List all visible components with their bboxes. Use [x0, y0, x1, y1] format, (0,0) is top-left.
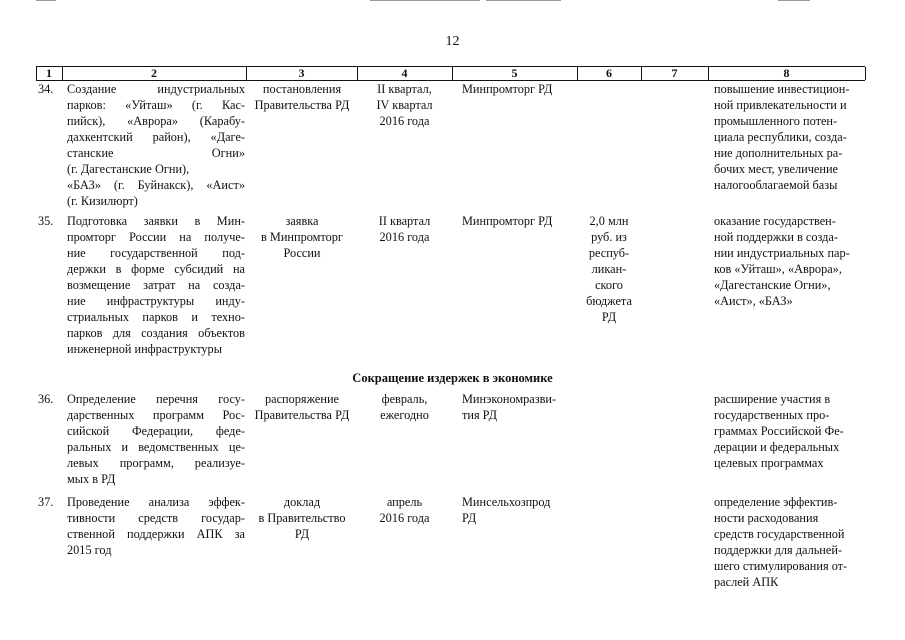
text-line: станские Огни» — [67, 146, 245, 160]
text-line: промышленного потен- — [714, 114, 838, 128]
text-line: 2015 год — [67, 543, 112, 557]
text-line: повышение инвестицион- — [714, 82, 850, 96]
text-line: «Дагестанские Огни», — [714, 278, 831, 292]
text-line: Минэкономразви- — [462, 392, 557, 406]
text-line: (г. Кизилюрт) — [67, 194, 138, 208]
text-line: держки в форме субсидий на — [67, 262, 245, 276]
text-line: Правительства РД — [254, 98, 350, 112]
text-line: циала республики, созда- — [714, 130, 847, 144]
column-header: 4 — [401, 66, 408, 80]
text-line: парков для создания объектов — [67, 326, 245, 340]
page-number: 12 — [445, 34, 460, 49]
text-line: Минпромторг РД — [462, 214, 553, 228]
text-line: тивности средств государ- — [67, 511, 245, 525]
scan-artifact-line — [486, 0, 561, 1]
text-line: ликан- — [591, 262, 627, 276]
text-line: (г. Дагестанские Огни), — [67, 162, 190, 176]
text-line: апрель — [386, 495, 423, 509]
text-line: пийск), «Аврора» (Карабу- — [67, 114, 245, 128]
text-line: в Правительство — [258, 511, 346, 525]
text-line: 2,0 млн — [589, 214, 629, 228]
column-header: 6 — [606, 66, 612, 80]
text-line: респуб- — [588, 246, 630, 260]
text-line: России — [283, 246, 321, 260]
text-line: средств государственной — [714, 527, 845, 541]
text-line: ственной поддержки АПК за — [67, 527, 245, 541]
result-text — [714, 494, 864, 590]
text-line: РД — [601, 310, 617, 324]
text-line: тия РД — [462, 408, 497, 422]
text-line: в Минпромторг — [261, 230, 343, 244]
text-line: промторг России на получе- — [67, 230, 245, 244]
text-line: налогооблагаемой базы — [714, 178, 838, 192]
text-line: 2016 года — [379, 114, 430, 128]
document-text — [246, 81, 358, 113]
column-header: 1 — [46, 66, 52, 80]
scan-artifact-line — [778, 0, 810, 1]
measure-text — [67, 213, 245, 357]
column-header: 2 — [151, 66, 157, 80]
document-text — [246, 494, 358, 542]
text-line: 2016 года — [379, 511, 430, 525]
document-text — [246, 213, 358, 261]
funding-text — [577, 213, 641, 325]
column-divider — [865, 67, 866, 80]
text-line: парков: «Уйташ» (г. Кас- — [67, 98, 245, 112]
text-line: ние инфраструктуры инду- — [67, 294, 245, 308]
text-line: ков «Уйташ», «Аврора», — [714, 262, 842, 276]
executor-text — [462, 213, 574, 229]
text-line: целевых программах — [714, 456, 824, 470]
text-line: ежегодно — [380, 408, 429, 422]
text-line: ной привлекательности и — [714, 98, 847, 112]
column-header: 8 — [783, 66, 790, 80]
text-line: Подготовка заявки в Мин- — [67, 214, 245, 228]
text-line: Минпромторг РД — [462, 82, 553, 96]
text-line: доклад — [283, 495, 321, 509]
scan-artifact-line — [36, 0, 56, 1]
deadline-text — [357, 391, 452, 423]
text-line: Правительства РД — [254, 408, 350, 422]
executor-text — [462, 81, 574, 97]
measure-text — [67, 391, 245, 487]
text-line: 2016 года — [379, 230, 430, 244]
text-line: IV квартал — [376, 98, 433, 112]
text-line: постановления — [262, 82, 342, 96]
deadline-text — [357, 213, 452, 245]
text-line: февраль, — [381, 392, 428, 406]
text-line: Проведение анализа эффек- — [67, 495, 245, 509]
text-line: бочих мест, увеличение — [714, 162, 838, 176]
text-line: граммах Российской Фе- — [714, 424, 844, 438]
text-line: Минсельхозпрод — [462, 495, 551, 509]
text-line: II квартал — [378, 214, 431, 228]
text-line: поддержки для дальней- — [714, 543, 843, 557]
text-line: ние государственной под- — [67, 246, 245, 260]
text-line: дерации и федеральных — [714, 440, 840, 454]
text-line: нии индустриальных пар- — [714, 246, 850, 260]
text-line: возмещение затрат на созда- — [67, 278, 245, 292]
executor-text — [462, 494, 574, 526]
column-header: 7 — [671, 66, 678, 80]
text-line: РД — [462, 511, 477, 525]
text-line: оказание государствен- — [714, 214, 836, 228]
section-title: Сокращение издержек в экономике — [352, 371, 553, 385]
text-line: расширение участия в — [714, 392, 831, 406]
executor-text — [462, 391, 574, 423]
measure-text — [67, 81, 245, 209]
result-text — [714, 213, 864, 309]
text-line: инженерной инфраструктуры — [67, 342, 222, 356]
text-line: сийской Федерации, феде- — [67, 424, 245, 438]
text-line: ной поддержки в созда- — [714, 230, 838, 244]
text-line: «БАЗ» (г. Буйнакск), «Аист» — [67, 178, 245, 192]
text-line: бюджета — [586, 294, 632, 308]
column-header: 5 — [511, 66, 518, 80]
text-line: РД — [294, 527, 310, 541]
text-line: государственных про- — [714, 408, 830, 422]
text-line: ности расходования — [714, 511, 819, 525]
scan-artifact-line — [370, 0, 480, 1]
text-line: Определение перечня госу- — [67, 392, 245, 406]
deadline-text — [357, 494, 452, 526]
text-line: ние дополнительных ра- — [714, 146, 843, 160]
row-number: 35. — [38, 214, 54, 228]
text-line: II квартал, — [377, 82, 432, 96]
text-line: ральных и ведомственных це- — [67, 440, 245, 454]
document-text — [246, 391, 358, 423]
row-number: 34. — [38, 82, 54, 96]
text-line: раслей АПК — [714, 575, 779, 589]
text-line: распоряжение — [264, 392, 339, 406]
text-line: ского — [595, 278, 623, 292]
text-line: «Аист», «БАЗ» — [714, 294, 793, 308]
text-line: Создание индустриальных — [67, 82, 245, 96]
text-line: дахкентский район), «Даге- — [67, 130, 245, 144]
result-text — [714, 81, 864, 193]
deadline-text — [357, 81, 452, 129]
text-line: мых в РД — [67, 472, 116, 486]
text-line: стриальных парков и техно- — [67, 310, 245, 324]
text-line: дарственных программ Рос- — [67, 408, 245, 422]
result-text — [714, 391, 864, 471]
column-header: 3 — [298, 66, 305, 80]
row-number: 36. — [38, 392, 54, 406]
row-number: 37. — [38, 495, 54, 509]
text-line: заявка — [285, 214, 319, 228]
text-line: определение эффектив- — [714, 495, 838, 509]
text-line: шего стимулирования от- — [714, 559, 848, 573]
measure-text — [67, 494, 245, 558]
text-line: левых программ, реализуе- — [67, 456, 245, 470]
text-line: руб. из — [591, 230, 627, 244]
